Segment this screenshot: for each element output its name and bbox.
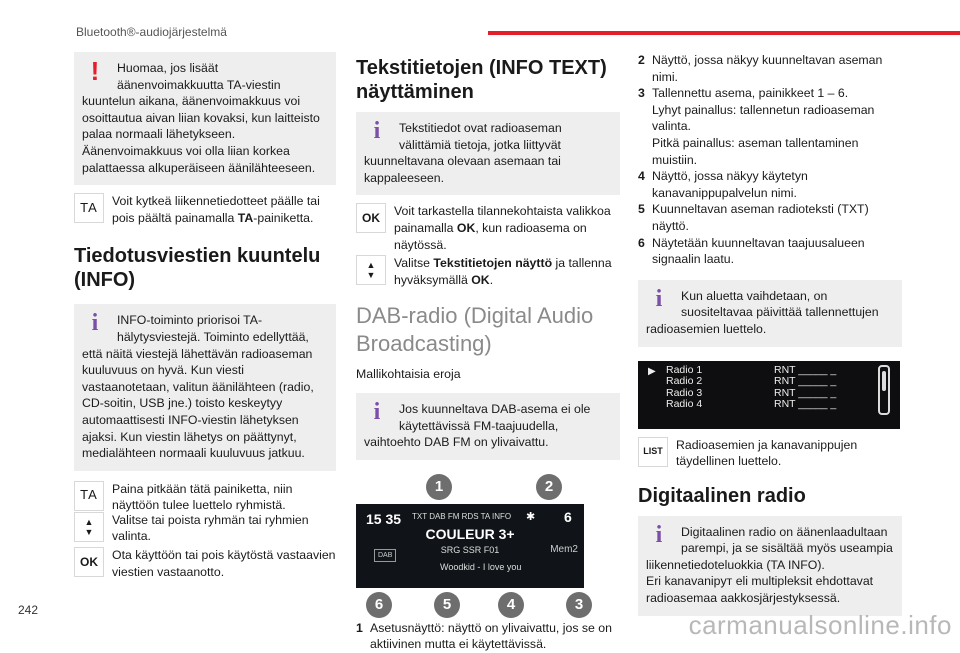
multiplex-name: SRG SSR F01 <box>440 544 500 555</box>
ok-button-icon: OK <box>74 547 104 577</box>
info-icon: i <box>91 310 99 337</box>
list-item: 1 Asetusnäyttö: näyttö on ylivaivattu, jos se on aktiivinen mutta ei käytettävissä. <box>356 620 612 652</box>
list-item: 3 Tallennettu asema, painikkeet 1 – 6. Lyhyt painallus: tallennetun radioaseman valinta. Pitkä painallus: aseman tallentaminen muistiin. <box>638 86 875 167</box>
callout-5: 5 <box>434 592 460 618</box>
callout-4: 4 <box>498 592 524 618</box>
memory-slot: Mem2 <box>550 543 578 555</box>
info-note-text: Kun aluetta vaihdetaan, on suositeltavaa päivittää tallennettujen radioasemien luettelo. <box>646 288 879 336</box>
header-title: Bluetooth®-audiojärjestelmä <box>76 25 227 39</box>
callout-6: 6 <box>366 592 392 618</box>
list-button-icon: LIST <box>638 437 668 467</box>
station-name: COULEUR 3+ <box>425 525 515 542</box>
warning-icon: ! <box>90 56 100 86</box>
watermark: carmanualsonline.info <box>688 610 952 640</box>
ta-long-press-row: TA Paina pitkään tätä painiketta, niin näyttöön tulee luettelo ryhmistä. <box>74 481 336 514</box>
updown-row: ▲ ▼ Valitse Tekstitietojen näyttö ja tallenna hyväksymällä OK. <box>356 255 620 288</box>
ok-button-icon: OK <box>356 203 386 233</box>
list-key-row: LIST Radioasemien ja kanavanippujen täydellinen luettelo. <box>638 437 902 470</box>
station-rnt: RNT _____ _ RNT _____ _ RNT _____ _ RNT _____ _ <box>774 363 837 410</box>
info-icon: i <box>655 285 663 312</box>
heading-info-text: Tekstitietojen (INFO TEXT) näyttäminen <box>356 57 607 103</box>
page-number: 242 <box>18 603 39 617</box>
warning-note <box>74 52 336 185</box>
ta-button-icon: TA <box>74 193 104 223</box>
info-icon: i <box>655 521 663 548</box>
callout-2: 2 <box>536 474 562 500</box>
dab-screen <box>356 504 584 588</box>
digital-note <box>638 516 902 616</box>
station-names: Radio 1 Radio 2 Radio 3 Radio 4 <box>666 363 703 410</box>
heading-info: Tiedotusviestien kuuntelu (INFO) <box>74 245 321 292</box>
temperature: 6 <box>564 508 572 525</box>
heading-dab: DAB-radio (Digital Audio Broadcasting) <box>356 303 594 357</box>
up-down-arrows-icon: ▲ ▼ <box>356 255 386 285</box>
column-3 <box>638 52 902 616</box>
numbered-list <box>638 52 902 268</box>
ok-row: OK Ota käyttöön tai pois käytöstä vastaavien viestien vastaanotto. <box>74 547 336 580</box>
bluetooth-icon: ✱ <box>526 510 536 523</box>
callout-1: 1 <box>426 474 452 500</box>
heading-digital-radio: Digitaalinen radio <box>638 484 806 507</box>
dab-subtitle: Mallikohtaisia eroja <box>356 367 461 382</box>
selection-arrow-icon: ▶ <box>648 365 656 377</box>
info-note <box>638 280 902 347</box>
up-down-arrows-icon: ▲ ▼ <box>74 512 104 542</box>
info-icon: i <box>373 118 381 144</box>
status-tags: TXT DAB FM RDS TA INFO <box>412 511 512 521</box>
callout-3: 3 <box>566 592 592 618</box>
info-note-text: Tekstitiedot ovat radioaseman välittämiä tietoja, jotka liittyvät kuunneltavana olevaan asemaan tai kappaleeseen. <box>364 121 562 185</box>
dab-display-figure <box>356 474 584 614</box>
updown-row: ▲ ▼ Valitse tai poista ryhmän tai ryhmien valinta. <box>74 512 336 545</box>
list-item: 2 Näyttö, jossa näkyy kuunneltavan aseman nimi. <box>638 53 883 84</box>
info-note <box>74 304 336 470</box>
warning-note-text: Huomaa, jos lisäät äänenvoimakkuutta TA-viestin kuuntelun aikana, äänenvoimakkuus voi osoittautua aivan liian kovaksi, kun laitteisto palaa normaali lähetykseen. Äänenvoimakkuus voi olla liian korkea palattaessa alkuperäiseen äänilähteeseen. <box>82 61 320 175</box>
list-item: 5 Kuunneltavan aseman radioteksti (TXT) näyttö. <box>638 202 869 233</box>
info-note <box>356 112 620 195</box>
dab-note <box>356 393 620 460</box>
info-note-text: INFO-toiminto priorisoi TA-hälytysviestejä. Toiminto edellyttää, että näitä viestejä lähettävän radioaseman kuuluvuus on hyvä. Kun viesti vastaanotetaan, valitun äänilähteen (radio, CD-soitin, USB jne.) toisto keskeytyy automaattisesti INFO-viestin lähetyksen ajaksi. Kun viestin lähetys on päättynyt, medialähteen normaali kuuluvuus jatkuu. <box>82 313 314 461</box>
ok-row: OK Voit tarkastella tilannekohtaista valikkoa painamalla OK, kun radioasema on näytössä. <box>356 203 620 253</box>
info-icon: i <box>373 398 381 425</box>
list-item: 6 Näytetään kuunneltavan taajuusalueen signaalin laatu. <box>638 235 865 267</box>
digital-note-text: Digitaalinen radio on äänenlaadultaan parempi, ja se sisältää myös useampia liikennetiedoteluokkia (TA INFO). Eri kanavanipут eli multipleksit ehdottavat radioasemaa aakkosjärjestyksessä. <box>646 524 893 606</box>
radio-list-screen <box>638 361 900 429</box>
dab-signal-icon: DAB <box>374 549 396 562</box>
radio-text: Woodkid - I love you <box>440 561 522 572</box>
ta-key-row: TA Voit kytkeä liikennetiedotteet päälle tai pois päältä painamalla TA-painiketta. <box>74 193 336 226</box>
list-item: 4 Näyttö, jossa näkyy käytetyn kanavanippupalvelun nimi. <box>638 169 808 200</box>
column-2 <box>356 52 620 653</box>
column-1 <box>74 52 336 580</box>
clock: 15 35 <box>366 510 402 527</box>
dab-note-text: Jos kuunneltava DAB-asema ei ole käytettävissä FM-taajuudella, vaihtoehto DAB FM on ylivaivattu. <box>364 401 591 450</box>
header-accent-bar <box>488 31 960 35</box>
ta-button-icon: TA <box>74 481 104 511</box>
scrollbar-icon <box>878 365 890 415</box>
